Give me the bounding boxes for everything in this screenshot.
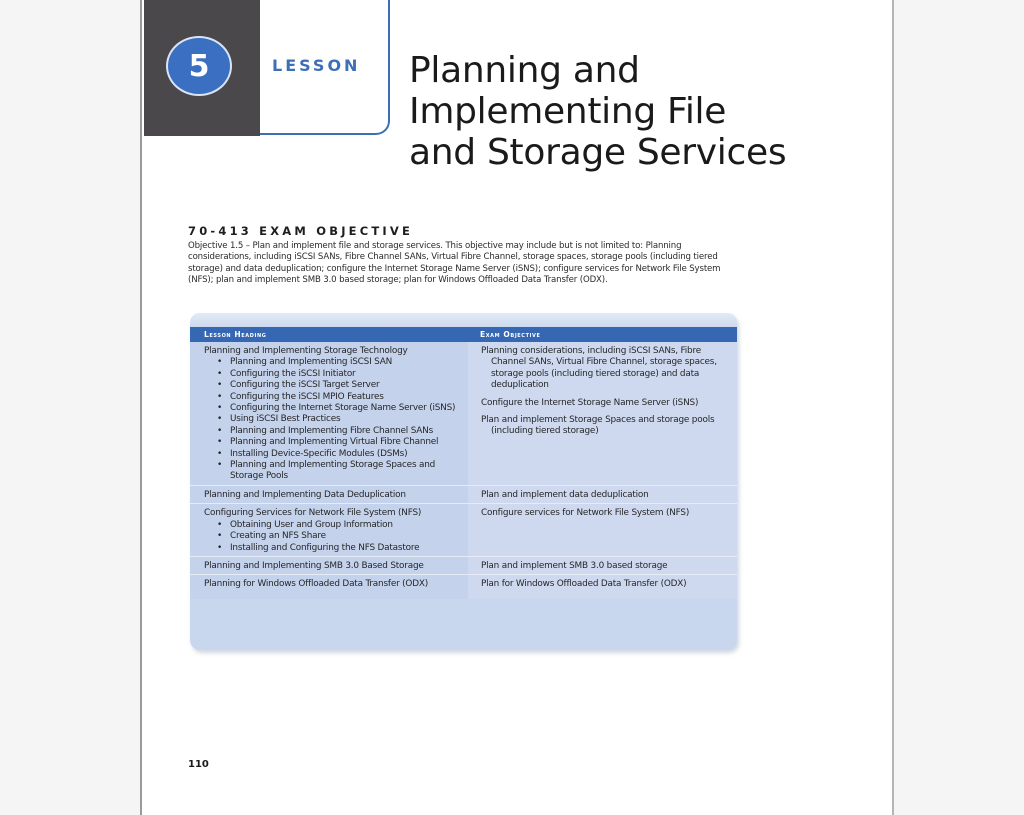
table-row xyxy=(190,557,737,575)
objective-text: Configure services for Network File System (NFS) xyxy=(481,508,690,519)
column-header-lesson-heading: Lesson Heading xyxy=(204,330,267,339)
objective-matrix-table xyxy=(190,313,737,650)
page-number: 110 xyxy=(188,759,209,770)
table-row xyxy=(190,504,737,557)
table-row xyxy=(190,575,737,598)
list-item: • Installing Device-Specific Modules (DSMs) xyxy=(230,449,462,460)
list-item: • Creating an NFS Share xyxy=(230,531,462,542)
exam-objective-text: Objective 1.5 – Plan and implement file and storage services. This objective may include but is not limited to: Planning considerations, including iSCSI SANs, Fibre Channel SANs, Virtual Fibre Channel, storage spaces, storage pools (including tiered storage) and data deduplication; configure the Internet Storage Name Server (iSNS); configure services for Network File System (NFS); plan and implement SMB 3.0 based storage; plan for Windows Offloaded Data Transfer (ODX). xyxy=(188,241,721,286)
objective-text: Configure the Internet Storage Name Server (iSNS) xyxy=(481,397,699,408)
list-item: • Obtaining User and Group Information xyxy=(230,520,462,531)
objective-text: Plan and implement Storage Spaces and storage pools (including tiered storage) xyxy=(481,415,715,437)
lesson-heading-cell xyxy=(190,575,468,598)
column-header-exam-objective: Exam Objective xyxy=(480,330,541,339)
lesson-number-badge: 5 xyxy=(166,36,232,96)
exam-objective-cell xyxy=(468,486,737,503)
lesson-subtopic-list xyxy=(204,520,462,554)
list-item: • Configuring the iSCSI Initiator xyxy=(230,369,462,380)
chapter-title-line: and Storage Services xyxy=(409,132,787,173)
list-item: • Configuring the iSCSI Target Server xyxy=(230,380,462,391)
list-item: • Planning and Implementing Storage Spaces and Storage Pools xyxy=(230,460,462,483)
exam-objective-heading: 70-413 EXAM OBJECTIVE xyxy=(188,224,414,238)
document-page xyxy=(140,0,894,815)
lesson-badge-panel xyxy=(144,0,260,136)
lesson-label: LESSON xyxy=(272,56,361,75)
list-item: • Installing and Configuring the NFS Datastore xyxy=(230,543,462,554)
exam-objective-cell xyxy=(468,504,737,556)
lesson-heading-cell xyxy=(190,557,468,574)
lesson-heading-text: Planning and Implementing Storage Technology xyxy=(204,346,408,356)
list-item: • Planning and Implementing Fibre Channel SANs xyxy=(230,426,462,437)
lesson-heading-cell xyxy=(190,342,468,485)
exam-objective-cell xyxy=(468,557,737,574)
objective-text: Plan for Windows Offloaded Data Transfer (ODX) xyxy=(481,579,687,590)
lesson-heading-text: Planning for Windows Offloaded Data Transfer (ODX) xyxy=(204,579,428,590)
table-row xyxy=(190,342,737,486)
list-item: • Planning and Implementing iSCSI SAN xyxy=(230,357,462,368)
lesson-heading-text: Planning and Implementing SMB 3.0 Based Storage xyxy=(204,560,424,571)
list-item: • Configuring the iSCSI MPIO Features xyxy=(230,392,462,403)
lesson-heading-cell xyxy=(190,504,468,556)
lesson-subtopic-list xyxy=(204,357,462,482)
table-row xyxy=(190,486,737,504)
lesson-heading-text: Planning and Implementing Data Deduplication xyxy=(204,489,406,500)
objective-text: Planning considerations, including iSCSI SANs, Fibre Channel SANs, Virtual Fibre Channel, storage spaces, storage pools (including tiered storage) and data deduplication xyxy=(481,346,717,391)
objective-text: Plan and implement SMB 3.0 based storage xyxy=(481,560,668,571)
list-item: • Planning and Implementing Virtual Fibre Channel xyxy=(230,437,462,448)
list-item: • Using iSCSI Best Practices xyxy=(230,414,462,425)
chapter-title-line: Planning and xyxy=(409,50,640,91)
chapter-title xyxy=(409,50,829,173)
exam-objective-cell xyxy=(468,575,737,598)
lesson-heading-cell xyxy=(190,486,468,503)
list-item: • Configuring the Internet Storage Name Server (iSNS) xyxy=(230,403,462,414)
exam-objective-cell xyxy=(468,342,737,485)
chapter-title-line: Implementing File xyxy=(409,91,727,132)
table-top-band xyxy=(190,313,737,327)
objective-text: Plan and implement data deduplication xyxy=(481,489,649,500)
table-header-row xyxy=(190,327,737,342)
lesson-heading-text: Configuring Services for Network File System (NFS) xyxy=(204,508,422,519)
